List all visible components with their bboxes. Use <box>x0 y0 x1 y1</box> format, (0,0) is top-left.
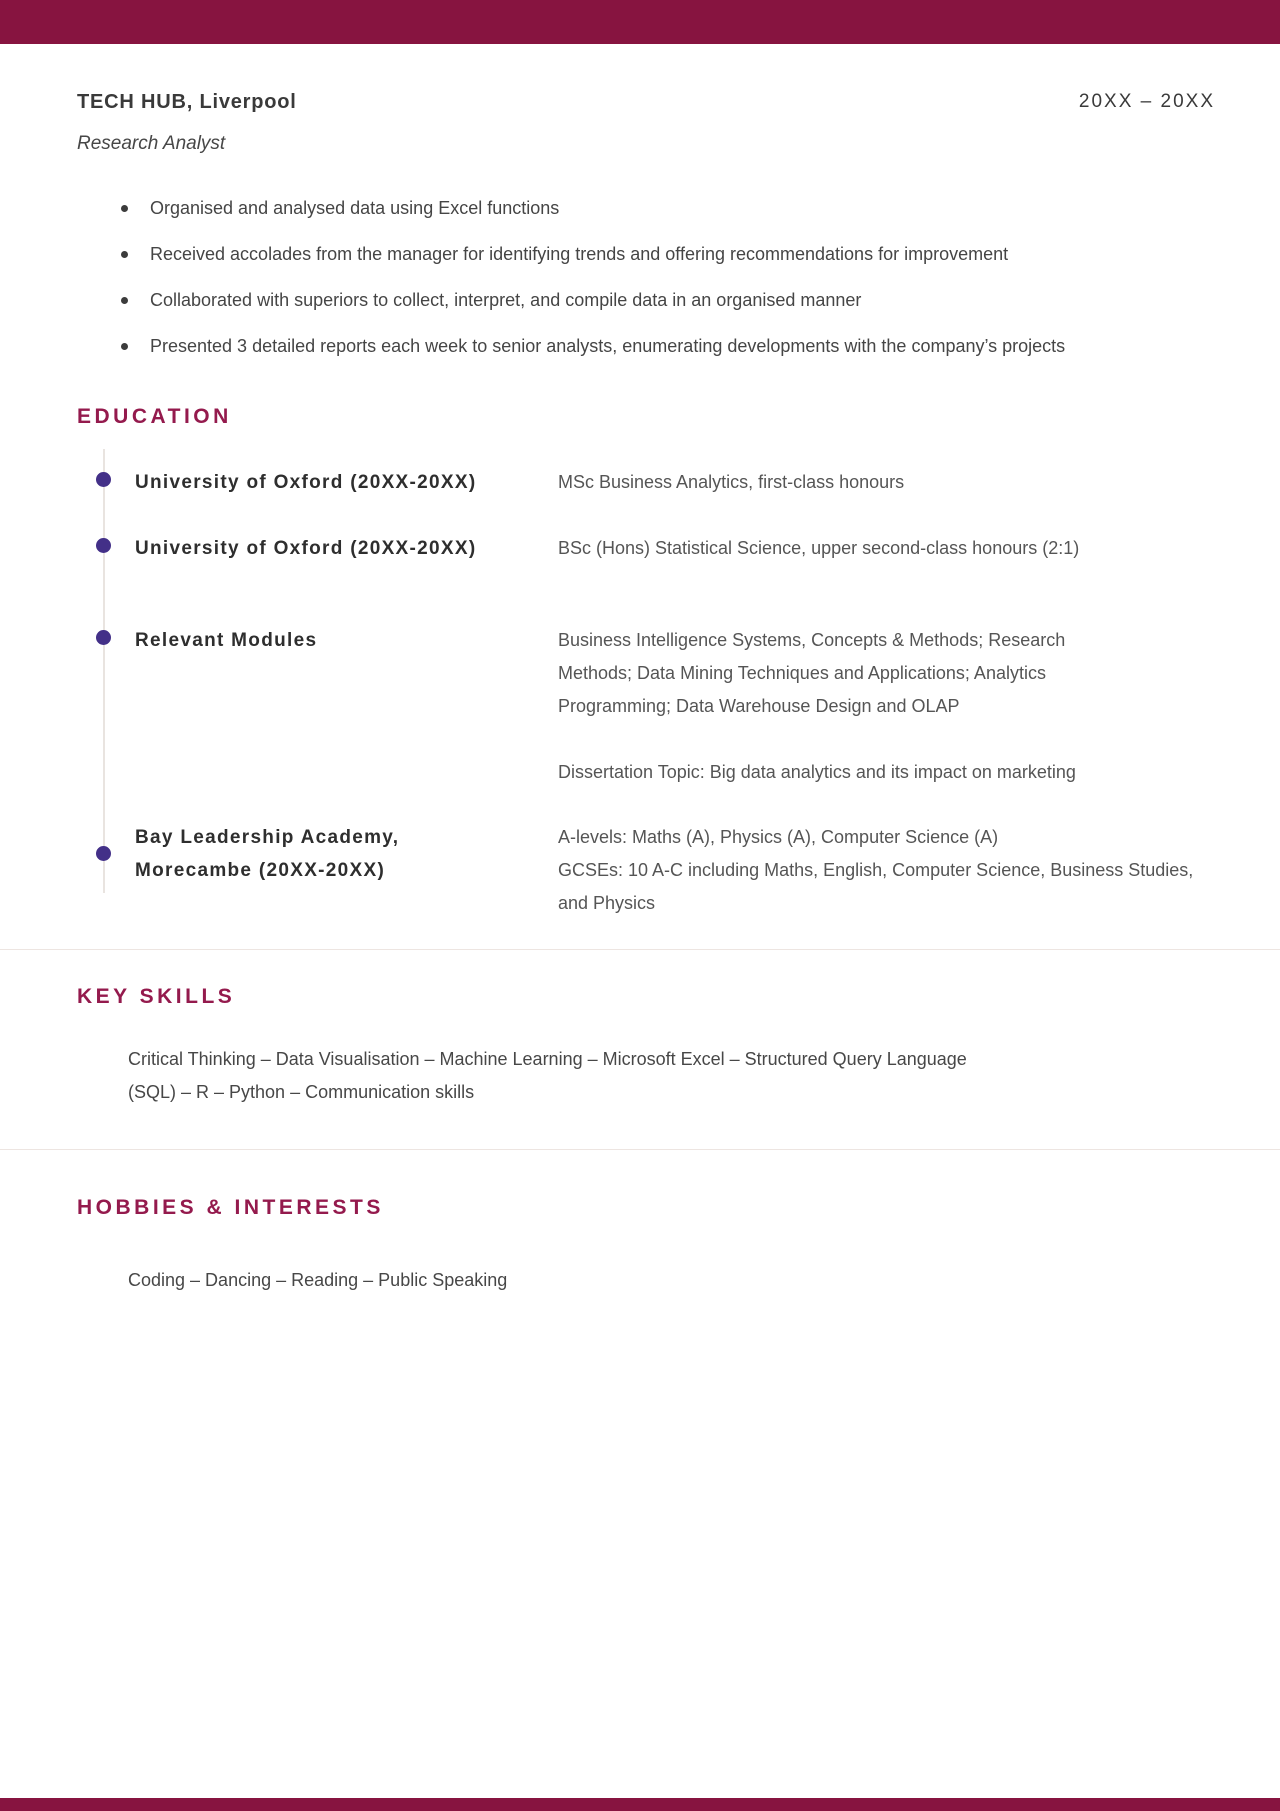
section-divider <box>0 949 1280 950</box>
timeline-dot-icon <box>96 846 111 861</box>
timeline-dot-icon <box>96 538 111 553</box>
education-entry-label <box>135 821 558 920</box>
education-entry-label: University of Oxford (20XX-20XX) <box>135 538 477 559</box>
education-entry <box>77 624 1215 789</box>
education-section-heading: EDUCATION <box>77 405 232 428</box>
education-entry-label: University of Oxford (20XX-20XX) <box>135 472 477 493</box>
hobbies-text: Coding – Dancing – Reading – Public Speaking <box>128 1270 508 1290</box>
experience-bullet: Presented 3 detailed reports each week to senior analysts, enumerating developments with the company’s projects <box>150 332 1125 361</box>
education-entry-label: Relevant Modules <box>135 630 318 651</box>
job-title: Research Analyst <box>77 133 226 154</box>
company-name: TECH HUB, Liverpool <box>77 91 297 113</box>
experience-header <box>0 90 1280 114</box>
education-entry-description-text: BSc (Hons) Statistical Science, upper second-class honours (2:1) <box>558 538 1080 558</box>
education-entry <box>77 821 1215 920</box>
education-entry-description-text: MSc Business Analytics, first-class honours <box>558 472 905 492</box>
education-entry-description <box>558 532 1215 565</box>
education-entry-label-line1: Bay Leadership Academy, <box>135 827 400 848</box>
education-entry-description-text: A-levels: Maths (A), Physics (A), Computer Science (A) <box>558 827 999 847</box>
education-entry-description-text: Business Intelligence Systems, Concepts & Methods; Research Methods; Data Mining Techniques and Applications; Analytics Programming; Data Warehouse Design and OLAP <box>558 630 1066 716</box>
experience-bullet: Collaborated with superiors to collect, interpret, and compile data in an organised manner <box>150 286 1125 315</box>
education-entry-label-line2: Morecambe (20XX-20XX) <box>135 860 386 881</box>
education-entry <box>77 466 1215 499</box>
timeline-dot-icon <box>96 472 111 487</box>
education-entry-description <box>558 821 1215 920</box>
experience-bullet: Organised and analysed data using Excel functions <box>150 194 1125 223</box>
experience-bullet: Received accolades from the manager for identifying trends and offering recommendations for improvement <box>150 240 1125 269</box>
education-entry-description-text-2: GCSEs: 10 A-C including Maths, English, Computer Science, Business Studies, and Physics <box>558 860 1194 913</box>
hobbies-section-heading: HOBBIES & INTERESTS <box>77 1196 384 1219</box>
education-entry-description <box>558 466 1215 499</box>
top-accent-bar <box>0 0 1280 44</box>
bottom-accent-bar <box>0 1798 1280 1811</box>
experience-dates: 20XX – 20XX <box>1078 91 1215 112</box>
education-timeline <box>77 466 1215 920</box>
education-entry-description <box>558 624 1215 789</box>
education-entry <box>77 532 1215 565</box>
education-entry-description-text-2: Dissertation Topic: Big data analytics and its impact on marketing <box>558 762 1076 782</box>
section-divider <box>0 1149 1280 1150</box>
key-skills-text: Critical Thinking – Data Visualisation – Machine Learning – Microsoft Excel – Structured Query Language (SQL) – R – Python – Communication skills <box>128 1049 967 1102</box>
timeline-dot-icon <box>96 630 111 645</box>
experience-bullet-list <box>0 194 1280 361</box>
key-skills-section-heading: KEY SKILLS <box>77 985 236 1008</box>
